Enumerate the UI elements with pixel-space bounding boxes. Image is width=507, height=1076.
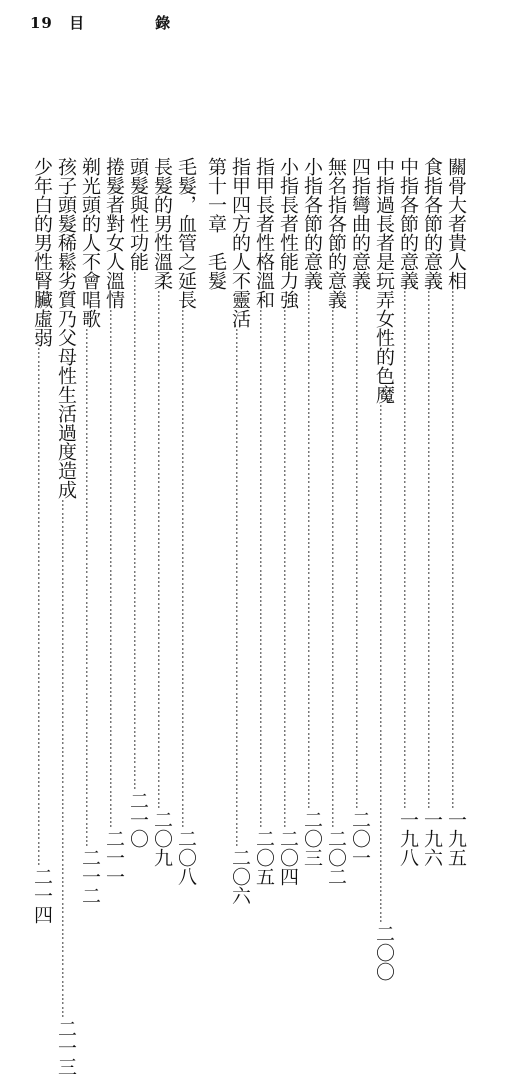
leader-dots: …………………………………………………………………………………………………………	[59, 499, 73, 1019]
leader-dots: …………………………………………………………………………………………………………	[353, 290, 367, 810]
entry-title: 捲髮者對女人溫情	[103, 157, 125, 309]
leader-dots: …………………………………………………………………………………………………………	[401, 290, 415, 810]
entry-title: 關骨大者貴人相	[445, 157, 467, 290]
leader-dots: …………………………………………………………………………………………………………	[233, 328, 247, 848]
chapter-heading	[205, 157, 227, 657]
page-number: 19	[30, 14, 53, 32]
entry-title: 無名指各節的意義	[325, 157, 347, 309]
toc-entry	[301, 157, 323, 867]
entry-page: 二〇九	[151, 810, 173, 867]
entry-page: 二〇六	[229, 848, 251, 905]
toc-entry	[421, 157, 443, 867]
entry-page: 二〇一	[349, 810, 371, 867]
chapter-title: 第十一章 毛髮	[205, 157, 227, 290]
entry-title: 四指彎曲的意義	[349, 157, 371, 290]
entry-title: 長髮的男性溫柔	[151, 157, 173, 290]
entry-title: 少年白的男性腎臟虛弱	[31, 157, 53, 347]
entry-title: 頭髮與性功能	[127, 157, 149, 271]
page-title: 目 錄	[69, 14, 199, 32]
entry-page: 二〇三	[301, 810, 323, 867]
toc-entry	[373, 157, 395, 981]
entry-page: 二一四	[31, 867, 53, 924]
leader-dots: …………………………………………………………………………………………………………	[155, 290, 169, 810]
toc-entry	[79, 157, 101, 905]
leader-dots: …………………………………………………………………………………………………………	[305, 290, 319, 810]
entry-title: 食指各節的意義	[421, 157, 443, 290]
entry-title: 指甲長者性格溫和	[253, 157, 275, 309]
toc-entry	[253, 157, 275, 886]
entry-title: 中指過長者是玩弄女性的色魔	[373, 157, 395, 404]
entry-title: 孩子頭髮稀鬆劣質乃父母性生活過度造成	[55, 157, 77, 499]
toc-entry	[325, 157, 347, 886]
entry-page: 二〇八	[175, 829, 197, 886]
toc-entry	[229, 157, 251, 905]
entry-page: 二〇二	[325, 829, 347, 886]
entry-page: 二〇五	[253, 829, 275, 886]
entry-page: 二一〇	[127, 791, 149, 848]
leader-dots: …………………………………………………………………………………………………………	[131, 271, 145, 791]
toc-entry	[103, 157, 125, 886]
toc-entry	[151, 157, 173, 867]
leader-dots: …………………………………………………………………………………………………………	[329, 309, 343, 829]
toc-entry	[31, 157, 53, 924]
leader-dots: …………………………………………………………………………………………………………	[257, 309, 271, 829]
entry-page: 二一二	[79, 848, 101, 905]
leader-dots: …………………………………………………………………………………………………………	[107, 309, 121, 829]
entry-page: 二〇〇	[373, 924, 395, 981]
leader-dots: …………………………………………………………………………………………………………	[449, 290, 463, 810]
toc-entry	[277, 157, 299, 886]
entry-page: 一九八	[397, 810, 419, 867]
toc-entry	[397, 157, 419, 867]
leader-dots: …………………………………………………………………………………………………………	[425, 290, 439, 810]
entry-page: 一九五	[445, 810, 467, 867]
toc-entry	[445, 157, 467, 867]
leader-dots: …………………………………………………………………………………………………………	[83, 328, 97, 848]
leader-dots: …………………………………………………………………………………………………………	[377, 404, 391, 924]
leader-dots: …………………………………………………………………………………………………………	[281, 309, 295, 829]
entry-title: 小指長者性能力強	[277, 157, 299, 309]
entry-page: 二〇四	[277, 829, 299, 886]
entry-title: 剃光頭的人不會唱歌	[79, 157, 101, 328]
entry-title: 毛髮，血管之延長	[175, 157, 197, 309]
toc-entry	[349, 157, 371, 867]
toc-entry	[175, 157, 197, 886]
leader-dots: …………………………………………………………………………………………………………	[35, 347, 49, 867]
table-of-contents	[31, 157, 467, 1076]
entry-page: 二一一	[103, 829, 125, 886]
entry-page: 二一三	[55, 1019, 77, 1076]
toc-entry	[55, 157, 77, 1076]
entry-title: 小指各節的意義	[301, 157, 323, 290]
entry-title: 指甲四方的人不靈活	[229, 157, 251, 328]
page-header	[30, 12, 198, 33]
toc-entry	[127, 157, 149, 848]
entry-page: 一九六	[421, 810, 443, 867]
leader-dots: …………………………………………………………………………………………………………	[179, 309, 193, 829]
entry-title: 中指各節的意義	[397, 157, 419, 290]
